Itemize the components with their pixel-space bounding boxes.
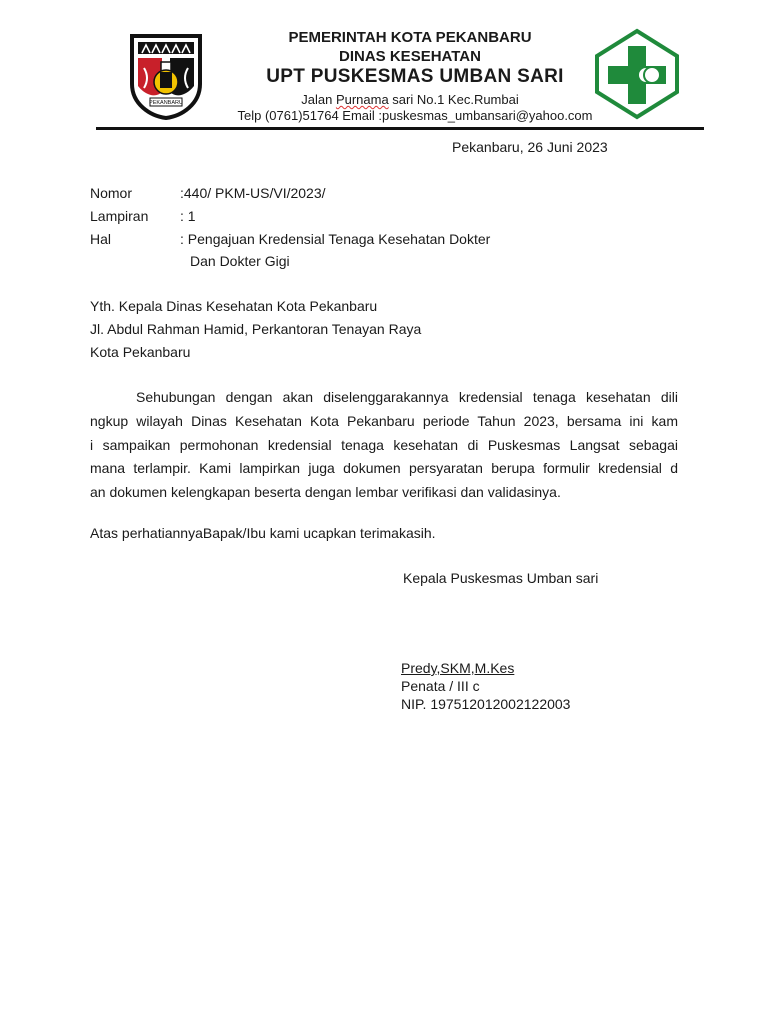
government-name: PEMERINTAH KOTA PEKANBARU	[288, 29, 532, 46]
address-suffix: sari No.1 Kec.Rumbai	[388, 92, 519, 107]
lampiran-value: : 1	[180, 208, 196, 224]
address-prefix: Jalan	[301, 92, 336, 107]
hal-value-line-2: Dan Dokter Gigi	[190, 253, 290, 269]
signatory-name: Predy,SKM,M.Kes	[401, 660, 515, 676]
body-paragraph	[90, 386, 678, 505]
body-line: ngkup wilayah Dinas Kesehatan Kota Pekanbaru periode Tahun 2023, bersama ini kam	[90, 412, 678, 429]
lampiran-label: Lampiran	[90, 208, 149, 224]
puskesmas-logo-icon	[594, 28, 680, 120]
address-line	[230, 92, 590, 107]
department-name: DINAS KESEHATAN	[339, 48, 481, 65]
contact-line: Telp (0761)51764 Email :puskesmas_umbansari@yahoo.com	[237, 108, 593, 123]
crest-banner-text: PEKANBARU	[149, 100, 183, 106]
body-line: an dokumen kelengkapan beserta dengan lembar verifikasi dan validasinya.	[90, 484, 561, 501]
body-line: mana terlampir. Kami lampirkan juga dokumen persyaratan berupa formulir kredensial d	[90, 460, 678, 477]
closing-sentence: Atas perhatiannyaBapak/Ibu kami ucapkan terimakasih.	[90, 525, 436, 541]
nomor-label: Nomor	[90, 185, 133, 201]
hal-value-line-1: : Pengajuan Kredensial Tenaga Kesehatan Dokter	[180, 231, 491, 247]
recipient-line-2: Jl. Abdul Rahman Hamid, Perkantoran Tenayan Raya	[90, 321, 422, 337]
pekanbaru-crest-icon	[128, 32, 204, 120]
recipient-line-1: Yth. Kepala Dinas Kesehatan Kota Pekanbaru	[90, 298, 378, 314]
letterhead-divider	[96, 127, 704, 130]
signatory-rank: Penata / III c	[401, 678, 480, 694]
hal-label: Hal	[90, 231, 112, 247]
address-street: Purnama	[335, 92, 389, 107]
nomor-value: :440/ PKM-US/VI/2023/	[180, 185, 326, 201]
body-line: Sehubungan dengan akan diselenggarakannya kredensial tenaga kesehatan dili	[136, 389, 678, 405]
unit-name: UPT PUSKESMAS UMBAN SARI	[266, 66, 564, 87]
recipient-line-3: Kota Pekanbaru	[90, 344, 191, 360]
signatory-nip: NIP. 197512012002122003	[401, 696, 571, 712]
body-line: i sampaikan permohonan kredensial tenaga kesehatan di Puskesmas Langsat sebagai	[90, 436, 678, 453]
signature-title: Kepala Puskesmas Umban sari	[403, 570, 599, 586]
letter-date: Pekanbaru, 26 Juni 2023	[452, 139, 608, 155]
